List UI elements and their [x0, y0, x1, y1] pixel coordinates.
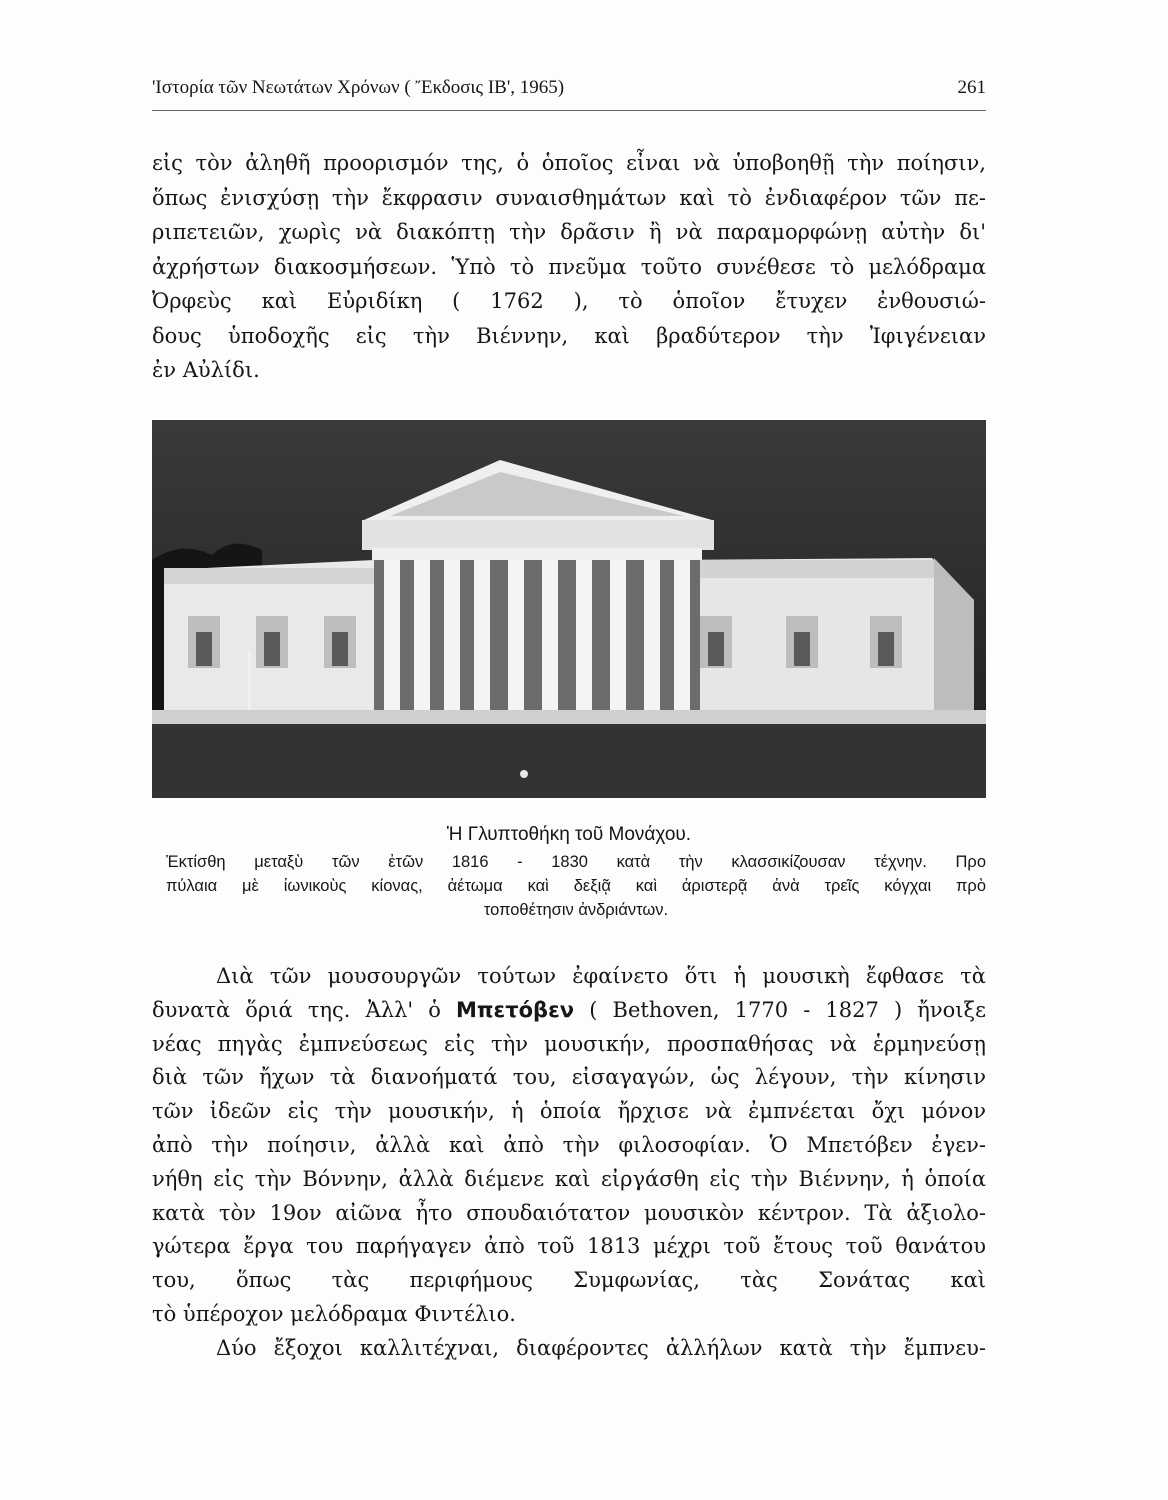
- paragraph-1: [152, 146, 986, 388]
- header-rule: [152, 110, 986, 111]
- paragraph-2-line: διὰ τῶν ἤχων τὰ διανοήματά του, εἰσαγαγών, ὡς λέγουν, τὴν κίνησιν: [152, 1065, 986, 1090]
- paragraph-2-line: τῶν ἰδεῶν εἰς τὴν μουσικήν, ἡ ὁποία ἤρχισε νὰ ἐμπνέεται ὄχι μόνον: [152, 1099, 986, 1124]
- building-illustration: [152, 420, 986, 798]
- paragraph-2: [152, 960, 986, 1366]
- paragraph-1-line: ὅπως ἐνισχύσῃ τὴν ἔκφρασιν συναισθημάτων καὶ τὸ ἐνδιαφέρον τῶν πε-: [152, 185, 986, 210]
- figure-caption: [152, 822, 986, 922]
- paragraph-2-line: γώτερα ἔργα του παρήγαγεν ἀπὸ τοῦ 1813 μέχρι τοῦ ἔτους τοῦ θανάτου: [152, 1234, 986, 1259]
- paragraph-1-line: δους ὑποδοχῆς εἰς τὴν Βιέννην, καὶ βραδύτερον τὴν Ἰφιγένειαν: [152, 323, 986, 348]
- paragraph-2-line: ἀπὸ τὴν ποίησιν, ἀλλὰ καὶ ἀπὸ τὴν φιλοσοφίαν. Ὁ Μπετόβεν ἐγεν-: [152, 1132, 986, 1157]
- paragraph-2-text: δυνατὰ ὅριά της. Ἀλλ' ὁ: [152, 997, 457, 1022]
- paragraph-1-line: ριπετειῶν, χωρὶς νὰ διακόπτῃ τὴν δρᾶσιν ἢ νὰ παραμορφώνῃ αὐτὴν δι': [152, 220, 986, 244]
- page-number: 261: [957, 77, 986, 98]
- paragraph-1-line: εἰς τὸν ἀληθῆ προορισμόν της, ὁ ὁποῖος εἶναι νὰ ὑποβοηθῇ τὴν ποίησιν,: [152, 151, 986, 175]
- paragraph-2-line: [152, 994, 986, 1028]
- paragraph-3-line: Δύο ἔξοχοι καλλιτέχναι, διαφέροντες ἀλλήλων κατὰ τὴν ἔμπνευ-: [216, 1335, 986, 1360]
- caption-line: τοποθέτησιν ἀνδριάντων.: [483, 901, 669, 919]
- paragraph-2-line: νέας πηγὰς ἐμπνεύσεως εἰς τὴν μουσικήν, προσπαθήσας νὰ ἑρμηνεύσῃ: [152, 1031, 986, 1056]
- glyptothek-photo: [152, 420, 986, 798]
- paragraph-1-line: ἀχρήστων διακοσμήσεων. Ὑπὸ τὸ πνεῦμα τοῦτο συνέθεσε τὸ μελόδραμα: [152, 254, 986, 279]
- paragraph-2-line: κατὰ τὸν 19ον αἰῶνα ἦτο σπουδαιότατον μουσικὸν κέντρον. Τὰ ἀξιολο-: [152, 1200, 986, 1225]
- paragraph-2-text: ( Bethoven, 1770 - 1827 ) ἤνοιξε: [574, 997, 986, 1022]
- paragraph-2-line: τὸ ὑπέροχον μελόδραμα Φιντέλιο.: [152, 1301, 516, 1326]
- paragraph-2-line: Διὰ τῶν μουσουργῶν τούτων ἐφαίνετο ὅτι ἡ μουσικὴ ἔφθασε τὰ: [216, 964, 986, 988]
- caption-line: πύλαια μὲ ἰωνικοὺς κίονας, ἀέτωμα καὶ δεξιᾷ καὶ ἀριστερᾷ ἀνὰ τρεῖς κόγχαι πρὸ: [166, 877, 986, 895]
- beethoven-name: Μπετόβεν: [456, 997, 575, 1022]
- paragraph-2-line: νήθη εἰς τὴν Βόννην, ἀλλὰ διέμενε καὶ εἰργάσθη εἰς τὴν Βιέννην, ἡ ὁποία: [152, 1166, 986, 1191]
- running-header: [152, 72, 986, 104]
- running-title: 'Ιστορία τῶν Νεωτάτων Χρόνων ( Ἔκδοσις ΙΒ', 1965): [152, 77, 565, 98]
- caption-title: Ἡ Γλυπτοθήκη τοῦ Μονάχου.: [446, 824, 692, 845]
- caption-text: [152, 850, 986, 922]
- paragraph-2-line: του, ὅπως τὰς περιφήμους Συμφωνίας, τὰς Σονάτας καὶ: [152, 1268, 986, 1293]
- caption-line: Ἐκτίσθη μεταξὺ τῶν ἐτῶν 1816 - 1830 κατὰ τὴν κλασσικίζουσαν τέχνην. Προ: [166, 853, 986, 871]
- paragraph-1-line: Ὀρφεὺς καὶ Εὐριδίκη ( 1762 ), τὸ ὁποῖον ἔτυχεν ἐνθουσιώ-: [152, 289, 986, 313]
- paragraph-1-line: ἐν Αὐλίδι.: [152, 358, 260, 382]
